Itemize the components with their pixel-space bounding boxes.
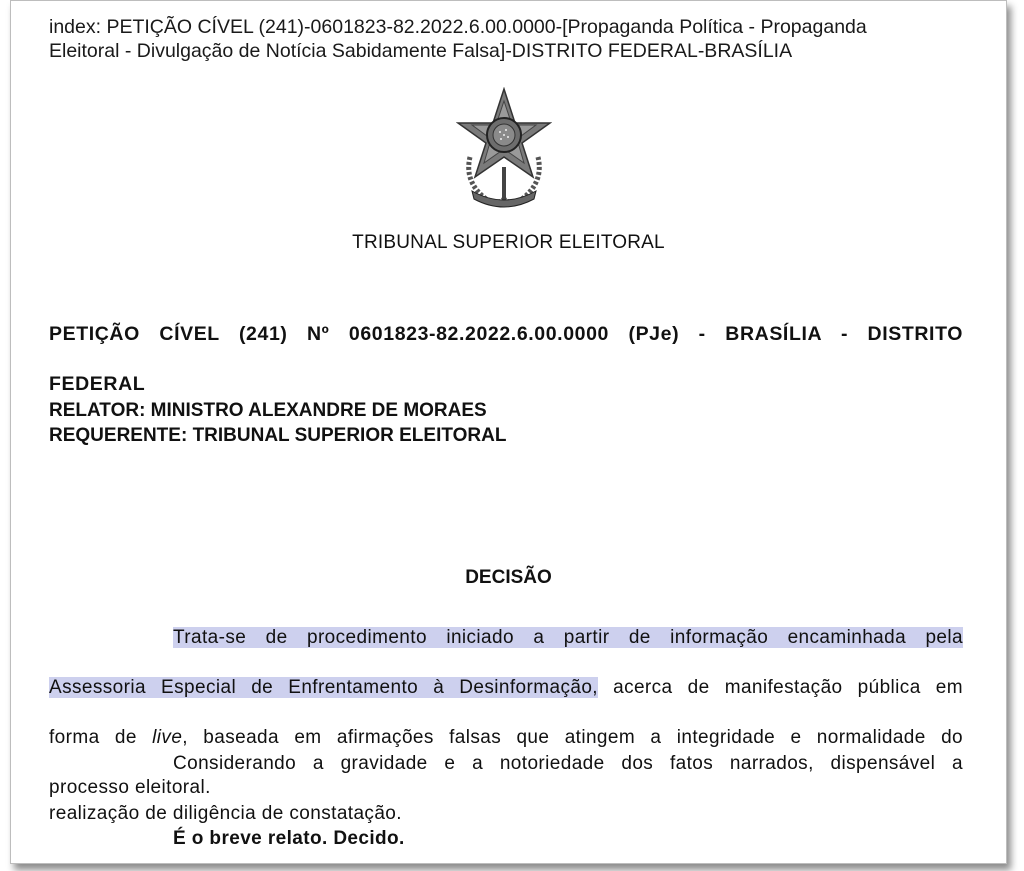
paragraph-2-line-1-text: Considerando a gravidade e a notoriedade dos fatos narrados, dispensável a [173, 753, 963, 774]
header-line-1: index: PETIÇÃO CÍVEL (241)-0601823-82.2022.6.00.0000-[Propaganda Política - Propaganda [49, 16, 867, 38]
case-heading-line-2: FEDERAL [49, 373, 146, 395]
paragraph-1-line-3-b: , baseada em afirmações falsas que atingem a integridade e normalidade do [182, 727, 964, 748]
document-page [10, 0, 1007, 864]
case-heading-line-1: PETIÇÃO CÍVEL (241) Nº 0601823-82.2022.6.00.0000 (PJe) - BRASÍLIA - DISTRITO [49, 323, 963, 345]
paragraph-2-line-1 [49, 751, 963, 801]
document-index-header [49, 15, 979, 63]
case-parties [49, 398, 963, 448]
highlighted-text-1[interactable]: Trata-se de procedimento iniciado a partir de informação encaminhada pela [173, 627, 963, 648]
court-name: TRIBUNAL SUPERIOR ELEITORAL [352, 232, 665, 253]
paragraph-2-line-2: realização de diligência de constatação. [49, 803, 402, 824]
paragraph-1-line-3-a: forma de [49, 727, 153, 748]
decision-paragraph-3 [49, 826, 963, 851]
requerente-line: REQUERENTE: TRIBUNAL SUPERIOR ELEITORAL [49, 425, 507, 446]
paragraph-1-line-1 [49, 625, 963, 675]
header-line-2: Eleitoral - Divulgação de Notícia Sabidamente Falsa]-DISTRITO FEDERAL-BRASÍLIA [49, 40, 793, 62]
paragraph-1-line-2-rest: acerca de manifestação pública em [597, 677, 963, 698]
highlighted-text-2[interactable]: Assessoria Especial de Enfrentamento à Desinformação, [49, 677, 598, 698]
decision-title: DECISÃO [465, 567, 552, 588]
paragraph-3-text: É o breve relato. Decido. [173, 828, 405, 849]
decision-paragraph-2 [49, 751, 963, 826]
italic-live: live [152, 727, 183, 748]
paragraph-1-line-2 [49, 675, 963, 725]
coat-of-arms-emblem [456, 87, 552, 211]
paragraph-1-line-4: processo eleitoral. [49, 777, 211, 798]
relator-line: RELATOR: MINISTRO ALEXANDRE DE MORAES [49, 400, 487, 421]
case-heading [49, 322, 963, 397]
